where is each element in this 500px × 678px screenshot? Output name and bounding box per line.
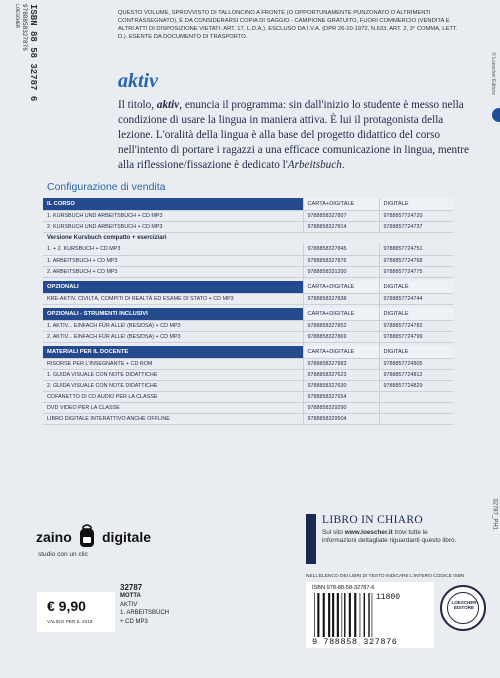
- barcode-number: 9 788858 327876: [312, 637, 398, 647]
- price-code: 11800: [376, 593, 401, 602]
- table-row: [43, 413, 453, 424]
- product-code-vertical: 32787_PH1: [492, 498, 498, 530]
- section-header: [43, 346, 453, 358]
- intro-italic: Arbeitsbuch: [287, 159, 342, 171]
- edge-marker: [492, 108, 500, 122]
- product-label: 2. ARBEITSBUCH + CD MP3: [43, 266, 303, 277]
- sales-configuration-table: [43, 198, 453, 425]
- spine-isbn: [8, 4, 38, 102]
- barcode-bar: [349, 593, 351, 637]
- isbn-digital: 9788857724744: [379, 293, 453, 304]
- section-header: [43, 281, 453, 293]
- table-row: [43, 369, 453, 380]
- isbn-label: ISBN 978-88-58-32787-6: [312, 585, 375, 591]
- subsection-header: [43, 232, 453, 244]
- barcode-bar: [323, 593, 325, 637]
- barcode-bars: [314, 593, 374, 637]
- isbn-print: 9788858331200: [303, 266, 379, 277]
- spine-small-a: 9788858327876: [21, 4, 28, 51]
- intro-part-3: .: [341, 159, 345, 171]
- book-code: 32787: [120, 583, 143, 592]
- isbn-print: 9788858329504: [303, 413, 379, 424]
- table-row: [43, 266, 453, 277]
- zaino-digitale-logo: [36, 523, 156, 567]
- section-title: OPZIONALI: [43, 281, 303, 293]
- product-label: 1. AKTIV... EINFACH FÜR ALLE! (BES/DSA) + CD MP3: [43, 320, 303, 331]
- table-row: [43, 380, 453, 391]
- barcode-bar: [314, 593, 315, 637]
- price-validity: VALIDO PER IL 2018: [47, 620, 93, 625]
- column-digital-header: DIGITALE: [379, 346, 453, 358]
- legal-disclaimer: QUESTO VOLUME, SPROVVISTO DI TALLONCINO A FRONTE (O OPPORTUNAMENTE PUNZONATO O ALTRIMENTI CONTRASSEGNATO), È DA CONSIDERARSI COPIA DI SAGGIO - CAMPIONE GRATUITO, FUORI COMMERCIO (VENDITA E ALTRI ATTI DI DISPOSIZIONE VIETATI: ART. 17, L.D.A.). ESCLUSO DA I.V.A. (DPR 26-10-1972, N.633, ART. 2, 3° COMMA, LETT. D.). ESENTE DA DOCUMENTO DI TRASPORTO.: [118, 10, 458, 40]
- product-label: 1. KURSBUCH UND ARBEITSBUCH + CD MP3: [43, 210, 303, 221]
- column-digital-header: DIGITALE: [379, 308, 453, 320]
- column-print-header: CARTA+DIGITALE: [303, 308, 379, 320]
- barcode-bar: [344, 593, 345, 637]
- isbn-digital: [379, 402, 453, 413]
- isbn-print: 9788858327876: [303, 255, 379, 266]
- intro-part-1: Il titolo,: [118, 99, 157, 111]
- barcode-bar: [364, 593, 365, 637]
- isbn-digital: [379, 391, 453, 402]
- table-row: [43, 391, 453, 402]
- spine-small-b: LOESCHER: [14, 4, 20, 29]
- column-print-header: CARTA+DIGITALE: [303, 281, 379, 293]
- libro-url[interactable]: www.loescher.it: [344, 529, 393, 536]
- table-row: [43, 320, 453, 331]
- isbn-digital: 9788857724799: [379, 331, 453, 342]
- product-label: COFANETTO DI CD AUDIO PER LA CLASSE: [43, 391, 303, 402]
- book-author: MOTTA: [120, 593, 141, 600]
- isbn-digital: 9788857724829: [379, 380, 453, 391]
- column-digital-header: DIGITALE: [379, 198, 453, 210]
- barcode-bar: [332, 593, 334, 637]
- product-label: 2. AKTIV... EINFACH FÜR ALLE! (BES/DSA) + CD MP3: [43, 331, 303, 342]
- config-title: Configurazione di vendita: [47, 181, 166, 193]
- table-row: [43, 358, 453, 369]
- product-label: KRE-AKTIV. CIVILTÀ, COMPITI DI REALTÀ ED ESAME DI STATO + CD MP3: [43, 293, 303, 304]
- libro-text: [322, 529, 462, 545]
- libro-in-chiaro: [306, 514, 476, 572]
- book-title: AKTIV: [120, 601, 138, 608]
- barcode-bar: [337, 593, 339, 637]
- section-title: MATERIALI PER IL DOCENTE: [43, 346, 303, 358]
- barcode-bar: [360, 593, 361, 637]
- zaino-tagline: studio con un clic: [38, 551, 88, 558]
- column-print-header: CARTA+DIGITALE: [303, 198, 379, 210]
- isbn-digital: 9788857724812: [379, 369, 453, 380]
- barcode-bar: [372, 593, 373, 637]
- price-value: € 9,90: [47, 598, 86, 614]
- isbn-print: 9788858329290: [303, 402, 379, 413]
- libro-text-post: trovi tutte le informazioni dettagliate riguardanti questo libro.: [322, 529, 457, 544]
- intro-part-2: , enuncia il programma: sin dall'inizio lo studente è messo nella condizione di usare la lingua in maniera attiva. È lui il protagonista della lezione. L'oralità della lingua è alla base del progetto didattico del corso nell'intento di portare i ragazzi a una efficace comunicazione in lingua, mentre alla riflessione/fissazione è dedicato l': [118, 99, 469, 171]
- isbn-print: 9788858327838: [303, 293, 379, 304]
- isbn-digital: 9788857724782: [379, 320, 453, 331]
- spine-code: ISBN 88 58 32787 6: [28, 4, 38, 102]
- product-label: 2. GUIDA VISUALE CON NOTE DIDATTICHE: [43, 380, 303, 391]
- section-header: [43, 198, 453, 210]
- product-label: RISORSE PER L'INSEGNANTE + CD ROM: [43, 358, 303, 369]
- isbn-print: 9788858327869: [303, 331, 379, 342]
- libro-text-pre: Sul sito: [322, 529, 345, 536]
- intro-bold-title: aktiv: [156, 99, 180, 111]
- barcode-bar: [317, 593, 319, 637]
- series-title: aktiv: [118, 70, 158, 92]
- product-label: 1. GUIDA VISUALE CON NOTE DIDATTICHE: [43, 369, 303, 380]
- isbn-digital: 9788857724775: [379, 266, 453, 277]
- intro-paragraph: [118, 98, 473, 173]
- table-row: [43, 402, 453, 413]
- table-row: [43, 331, 453, 342]
- column-digital-header: DIGITALE: [379, 281, 453, 293]
- isbn-digital: 9788857724751: [379, 244, 453, 255]
- table-row: [43, 221, 453, 232]
- isbn-print: 9788858327845: [303, 244, 379, 255]
- barcode-bar: [328, 593, 330, 637]
- book-extra: + CD MP3: [120, 618, 148, 625]
- digitale-word: digitale: [102, 529, 152, 545]
- isbn-print: 9788858327852: [303, 320, 379, 331]
- seal-text: LOESCHER EDITORE: [451, 600, 477, 610]
- isbn-print: 9788858327630: [303, 380, 379, 391]
- barcode: [306, 582, 434, 648]
- book-volume: 1. ARBEITSBUCH: [120, 610, 170, 617]
- isbn-digital: [379, 413, 453, 424]
- isbn-print: 9788858327883: [303, 358, 379, 369]
- barcode-bar: [342, 593, 343, 637]
- column-print-header: CARTA+DIGITALE: [303, 346, 379, 358]
- price-box: [37, 592, 115, 632]
- product-label: 2. KURSBUCH UND ARBEITSBUCH + CD MP3: [43, 221, 303, 232]
- libro-badge-icon: [306, 514, 316, 564]
- isbn-print: 9788858327654: [303, 391, 379, 402]
- publisher-seal: [440, 585, 486, 631]
- isbn-print: 9788858327807: [303, 210, 379, 221]
- section-title: IL CORSO: [43, 198, 303, 210]
- isbn-digital: 9788857724737: [379, 221, 453, 232]
- table-row: [43, 210, 453, 221]
- table-row: [43, 255, 453, 266]
- product-label: LIBRO DIGITALE INTERATTIVO ANCHE OFFLINE: [43, 413, 303, 424]
- isbn-print: 9788858327814: [303, 221, 379, 232]
- backpack-icon: [78, 523, 96, 549]
- isbn-digital: 9788857724768: [379, 255, 453, 266]
- table-row: [43, 293, 453, 304]
- copyright-vertical: © Loescher Editore: [490, 52, 496, 95]
- isbn-print: 9788858327623: [303, 369, 379, 380]
- table-row: [43, 244, 453, 255]
- isbn-instruction: NELL'ELENCO DEI LIBRI DI TESTO INDICARE L'INTERO CODICE ISBN: [306, 574, 465, 579]
- barcode-bar: [368, 593, 369, 637]
- zaino-word: zaino: [36, 529, 72, 545]
- product-label: 1. ARBEITSBUCH + CD MP3: [43, 255, 303, 266]
- subsection-title: Versione Kursbuch compatto + eserciziari: [47, 235, 167, 242]
- book-info: [120, 584, 169, 626]
- isbn-digital: 9788857724720: [379, 210, 453, 221]
- product-label: DVD VIDEO PER LA CLASSE: [43, 402, 303, 413]
- barcode-bar: [354, 593, 356, 637]
- section-header: [43, 308, 453, 320]
- product-label: 1. + 2. KURSBUCH + CD MP3: [43, 244, 303, 255]
- isbn-digital: 9788857724805: [379, 358, 453, 369]
- libro-heading: LIBRO IN CHIARO: [322, 514, 423, 526]
- section-title: OPZIONALI - STRUMENTI INCLUSIVI: [43, 308, 303, 320]
